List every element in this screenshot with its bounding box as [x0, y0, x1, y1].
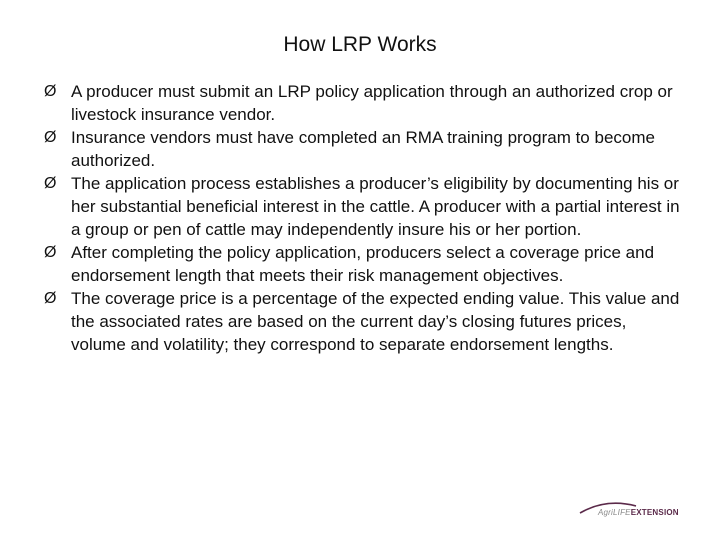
- logo-main: EXTENSION: [630, 508, 679, 517]
- bullet-text: A producer must submit an LRP policy application through an authorized crop or livestock insurance vendor.: [71, 82, 673, 124]
- bullet-item: [44, 126, 684, 172]
- bullet-list: [44, 80, 684, 356]
- bullet-text: The application process establishes a producer’s eligibility by documenting his or her substantial beneficial interest in the cattle. A producer with a partial interest in a group or pen of cattle may independently insure his or her portion.: [71, 174, 680, 239]
- bullet-text: After completing the policy application, producers select a coverage price and endorsement length that meets their risk management objectives.: [71, 243, 655, 285]
- slide-title: How LRP Works: [283, 33, 437, 56]
- bullet-text: The coverage price is a percentage of the expected ending value. This value and the associated rates are based on the current day’s closing futures prices, volume and volatility; they correspond to separate endorsement lengths.: [71, 289, 680, 354]
- arrow-bullet-icon: Ø: [44, 83, 57, 100]
- bullet-text: Insurance vendors must have completed an RMA training program to become authorized.: [71, 128, 655, 170]
- arrow-bullet-icon: Ø: [44, 175, 57, 192]
- bullet-item: [44, 287, 684, 356]
- logo-wordmark: [598, 508, 679, 517]
- bullet-item: [44, 172, 684, 241]
- arrow-bullet-icon: Ø: [44, 244, 57, 261]
- arrow-bullet-icon: Ø: [44, 290, 57, 307]
- agrilife-extension-logo: [578, 500, 698, 526]
- arrow-bullet-icon: Ø: [44, 129, 57, 146]
- bullet-item: [44, 241, 684, 287]
- logo-prefix: AgriLIFE: [598, 508, 631, 517]
- bullet-item: [44, 80, 684, 126]
